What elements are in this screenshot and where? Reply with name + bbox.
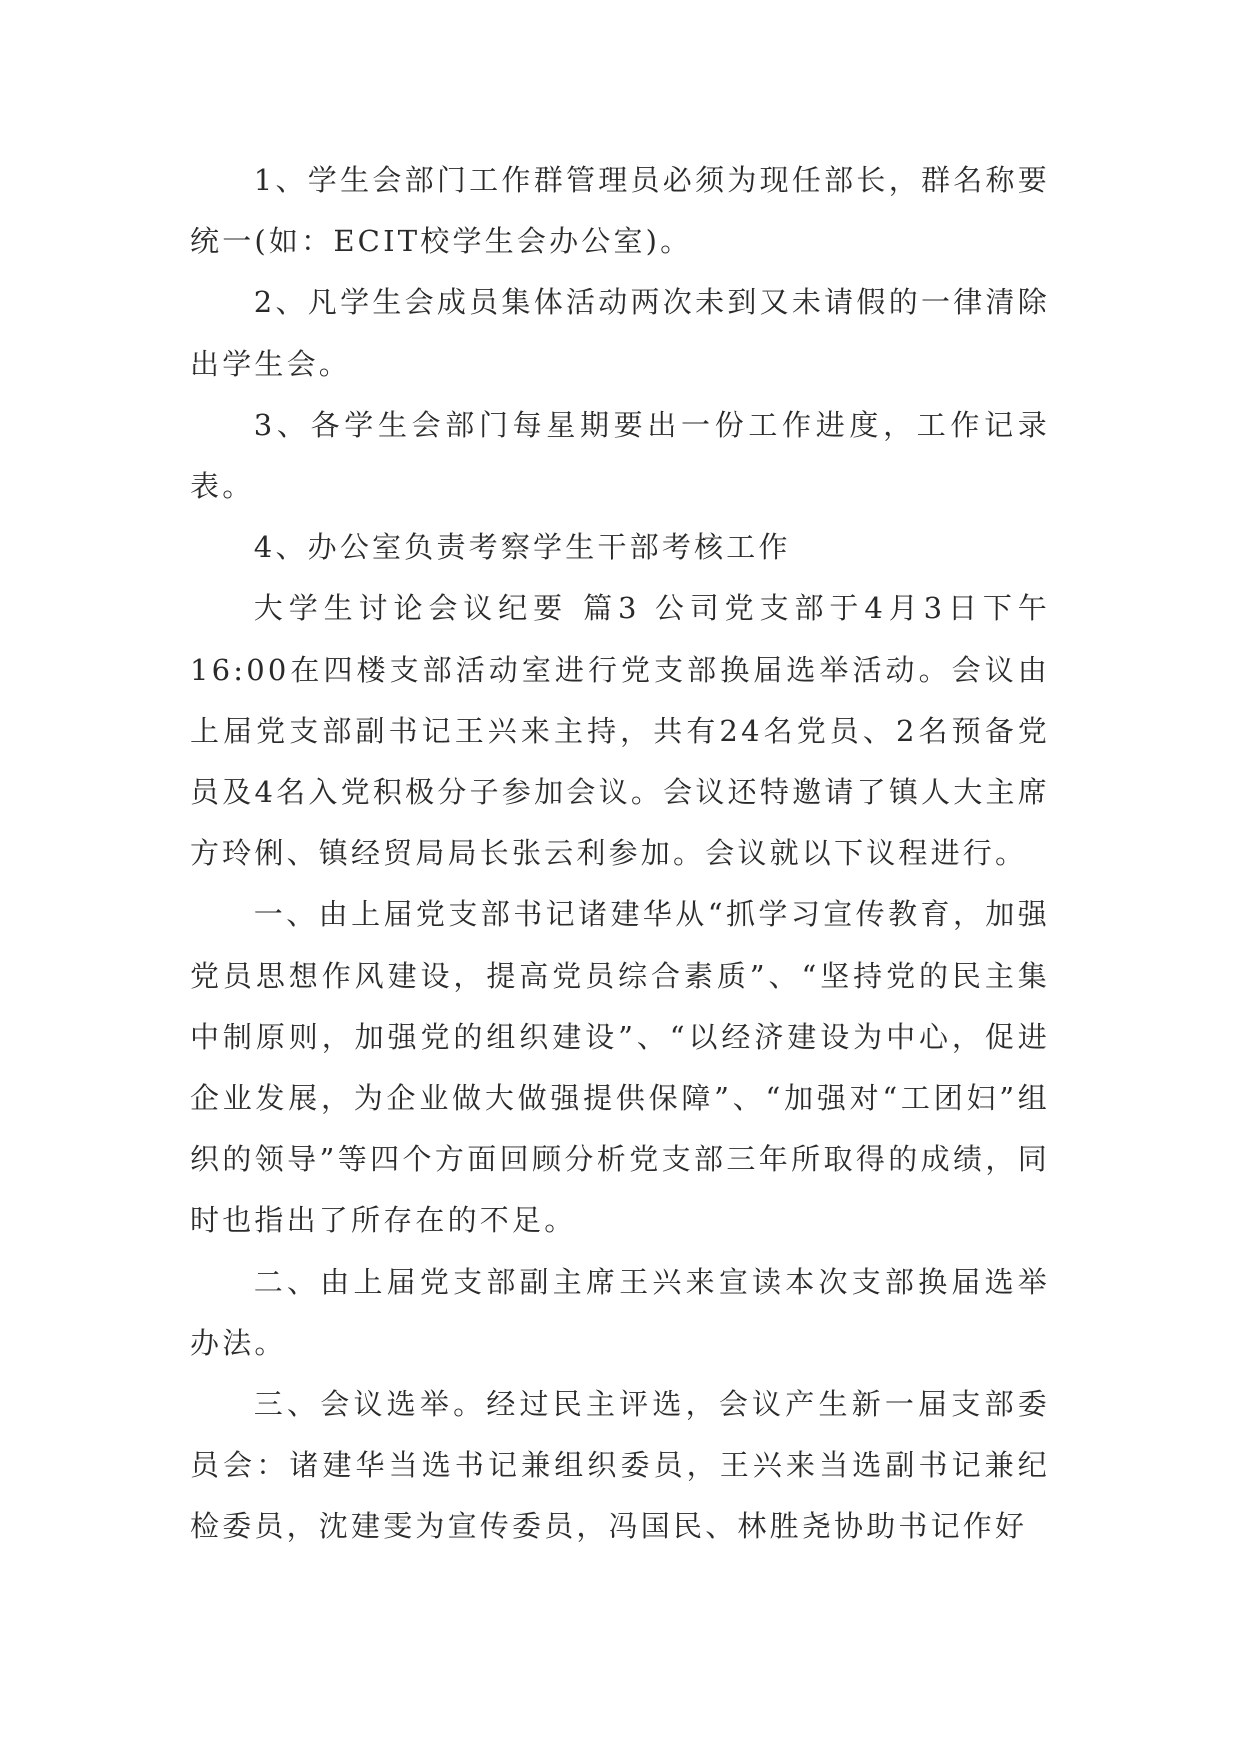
paragraph-4: 4、办公室负责考察学生干部考核工作 [253,530,791,565]
paragraph-3: 3、各学生会部门每星期要出一份工作进度，工作记录表。 [190,407,1050,504]
paragraph-6: 一、由上届党支部书记诸建华从“抓学习宣传教育，加强党员思想作风建设，提高党员综合素质”、“坚持党的民主集中制原则，加强党的组织建设”、“以经济建设为中心，促进企业发展，为企业做大做强提供保障”、“加强对“工团妇”组织的领导”等四个方面回顾分析党支部三年所取得的成绩，同时也指出了所存在的不足。 [190,897,1050,1238]
paragraph-1: 1、学生会部门工作群管理员必须为现任部长，群名称要统一(如：ECIT校学生会办公室)。 [190,163,1050,259]
paragraph-8: 三、会议选举。经过民主评选，会议产生新一届支部委员会：诸建华当选书记兼组织委员，王兴来当选副书记兼纪检委员，沈建雯为宣传委员，冯国民、林胜尧协助书记作好 [190,1387,1050,1544]
paragraph-5: 大学生讨论会议纪要 篇3 公司党支部于4月3日下午16:00在四楼支部活动室进行党支部换届选举活动。会议由上届党支部副书记王兴来主持，共有24名党员、2名预备党员及4名入党积极分子参加会议。会议还特邀请了镇人大主席方玲俐、镇经贸局局长张云利参加。会议就以下议程进行。 [190,591,1050,871]
paragraph-2: 2、凡学生会成员集体活动两次未到又未请假的一律清除出学生会。 [190,285,1050,381]
document-body [190,150,1050,1558]
paragraph-7: 二、由上届党支部副主席王兴来宣读本次支部换届选举办法。 [190,1264,1050,1360]
